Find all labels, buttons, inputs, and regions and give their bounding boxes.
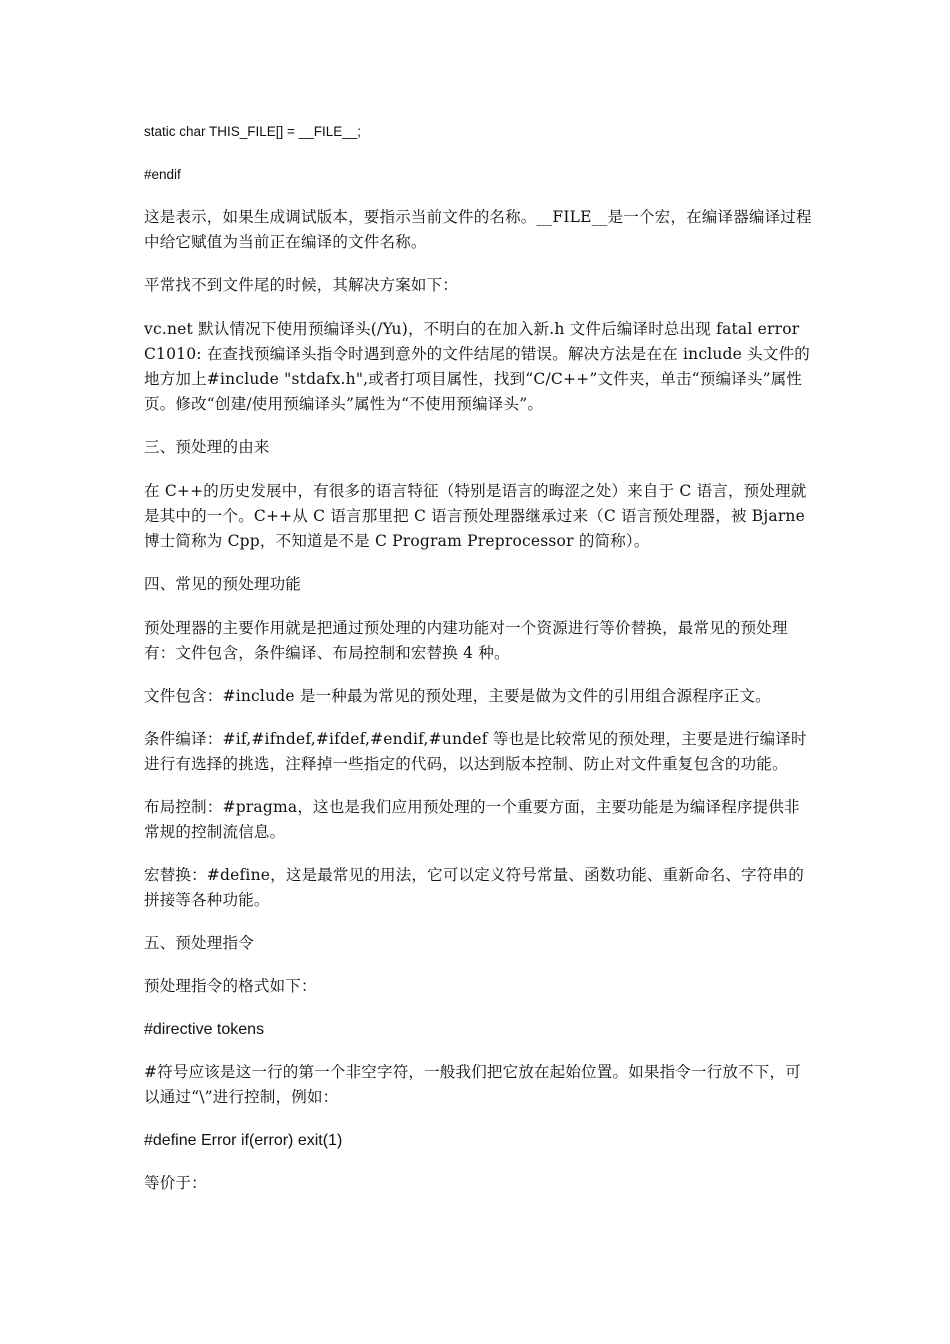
section-heading-origin: 三、预处理的由来 [144, 438, 270, 456]
paragraph-origin: 在 C++的历史发展中，有很多的语言特征（特别是语言的晦涩之处）来自于 C 语言，预处理就是其中的一个。C++从 C 语言那里把 C 语言预处理器继承过来（C 语言预处理器，被 Bjarne 博士简称为 Cpp，不知道是不是 C Program Preprocessor 的简称）。 [144, 482, 807, 550]
document-page [144, 118, 812, 1196]
paragraph-layout-control: 布局控制：#pragma，这也是我们应用预处理的一个重要方面，主要功能是为编译程序提供非常规的控制流信息。 [144, 798, 800, 841]
code-line-endif: #endif [144, 167, 181, 182]
paragraph-precompiled-header: vc.net 默认情况下使用预编译头(/Yu)，不明白的在加入新.h 文件后编译时总出现 fatal error C1010: 在查找预编译头指令时遇到意外的文件结尾的错误。解决方法是在在 include 头文件的地方加上#include "stdafx.h",或者打项目属性，找到“C/C++”文件夹，单击“预编译头”属性页。修改“创建/使用预编译头”属性为“不使用预编译头”。 [144, 320, 810, 413]
code-line-static-char: static char THIS_FILE[] = __FILE__; [144, 124, 361, 139]
code-line-define-error: #define Error if(error) exit(1) [144, 1132, 343, 1149]
paragraph-functions-overview: 预处理器的主要作用就是把通过预处理的内建功能对一个资源进行等价替换，最常见的预处理有：文件包含，条件编译、布局控制和宏替换 4 种。 [144, 619, 788, 662]
paragraph-directive-format: 预处理指令的格式如下： [144, 977, 317, 995]
section-heading-directives: 五、预处理指令 [144, 934, 254, 952]
paragraph-file-include: 文件包含：#include 是一种最为常见的预处理，主要是做为文件的引用组合源程序正文。 [144, 687, 771, 705]
paragraph-conditional-compile: 条件编译：#if,#ifndef,#ifdef,#endif,#undef 等也是比较常见的预处理，主要是进行编译时进行有选择的挑选，注释掉一些指定的代码，以达到版本控制、防止对文件重复包含的功能。 [144, 730, 807, 773]
paragraph-hash-symbol: #符号应该是这一行的第一个非空字符，一般我们把它放在起始位置。如果指令一行放不下，可以通过“\”进行控制，例如： [144, 1063, 801, 1106]
paragraph-equivalent: 等价于： [144, 1174, 207, 1192]
paragraph-macro-replace: 宏替换：#define，这是最常见的用法，它可以定义符号常量、函数功能、重新命名、字符串的拼接等各种功能。 [144, 866, 804, 909]
paragraph-eof-intro: 平常找不到文件尾的时候，其解决方案如下： [144, 276, 459, 294]
code-line-directive-tokens: #directive tokens [144, 1021, 265, 1038]
paragraph-file-macro: 这是表示，如果生成调试版本，要指示当前文件的名称。__FILE__是一个宏，在编译器编译过程中给它赋值为当前正在编译的文件名称。 [144, 208, 812, 251]
section-heading-functions: 四、常见的预处理功能 [144, 575, 302, 593]
